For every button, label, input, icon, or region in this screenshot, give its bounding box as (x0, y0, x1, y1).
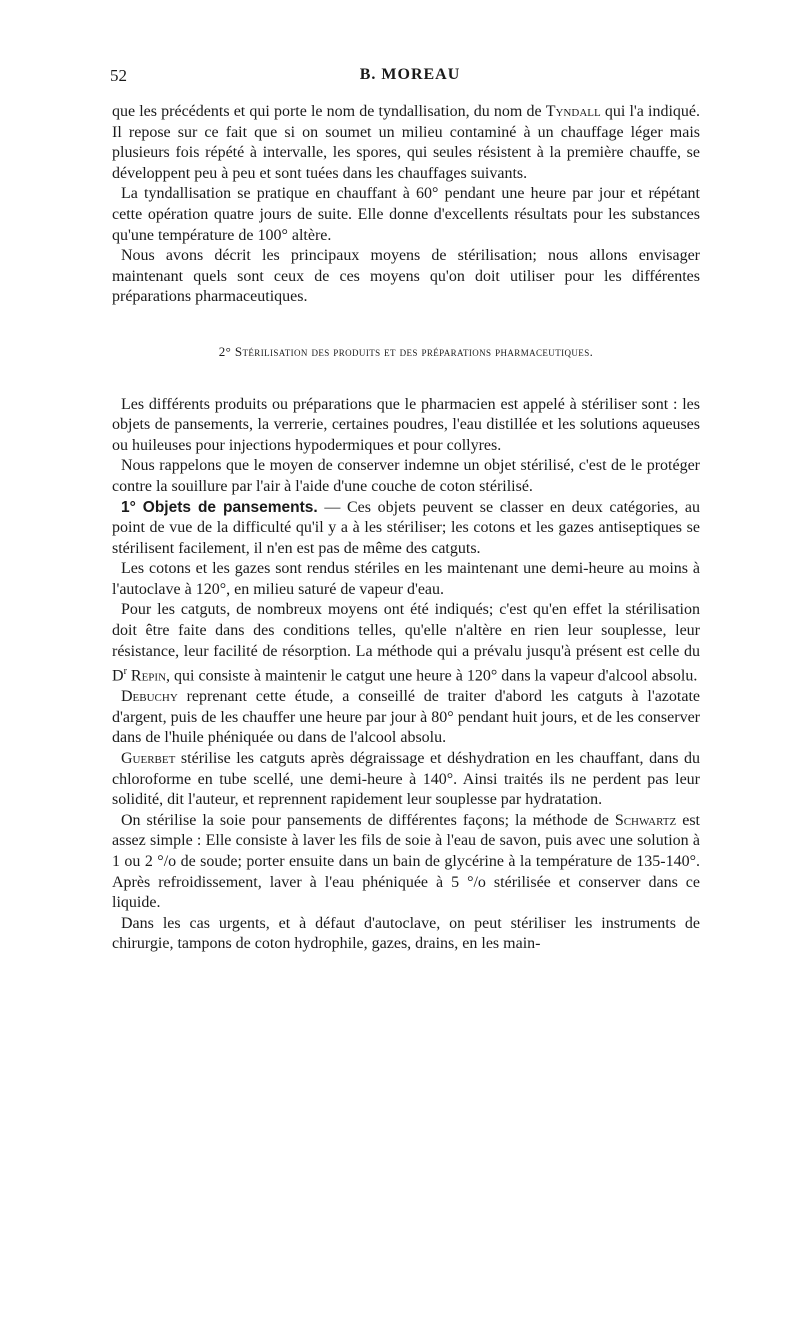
paragraph-products-list: Les différents produits ou préparations que le pharmacien est appelé à stériliser sont : les objets de pansements, la verrerie, certaines poudres, l'eau distillée et les solutions aqueuses ou huileuses pour injections hypodermiques et pour collyres. (112, 395, 700, 454)
section-heading: 2° Stérilisation des produits et des préparations pharmaceutiques. (218, 343, 594, 359)
author-name-debuchy: Debuchy (121, 688, 178, 706)
running-title: B. MOREAU (359, 66, 461, 83)
author-name-repin: Repin (130, 667, 167, 685)
paragraph-cotons-gazes: Les cotons et les gazes sont rendus stériles en les maintenant une demi-heure au moins à l'autoclave à 120°, en milieu saturé de vapeur d'eau. (112, 560, 700, 598)
author-name-schwartz: Schwartz (614, 811, 677, 829)
paragraph-debuchy: Debuchy reprenant cette étude, a conseillé de traiter d'abord les catguts à l'azotate d'argent, puis de les chauffer une heure par jour à 80° pendant huit jours, et de les conserver dans de l'huile phéniquée ou dans de l'alcool absolu. (112, 688, 700, 747)
paragraph-soie: On stérilise la soie pour pansements de différentes façons; la méthode de Schwartz est assez simple : Elle consiste à laver les fils de soie à l'eau de savon, puis avec une solution à 1 ou 2 °/o de soude; porter ensuite dans un bain de glycérine à la température de 135-140°. Après refroidissement, laver à l'eau phéniquée à 5 °/o stérilisée et conserver dans ce liquide. (112, 811, 700, 912)
paragraph-preservation: Nous rappelons que le moyen de conserver indemne un objet stérilisé, c'est de le protéger contre la souillure par l'air à l'aide d'une couche de coton stérilisé. (112, 457, 700, 495)
paragraph-tyndallisation-intro: que les précédents et qui porte le nom de tyndallisation, du nom de Tyndall qui l'a indiqué. Il repose sur ce fait que si on soumet un milieu contaminé à un chauffage léger mais plusieurs fois répété à intervalle, les spores, qui seules résistent à la première chauffe, se développent peu à peu et sont tuées dans les chauffages suivants. (112, 103, 701, 182)
paragraph-transition: Nous avons décrit les principaux moyens de stérilisation; nous allons envisager maintenant quels sont ceux de ces moyens qu'on doit utiliser pour les différentes préparations pharmaceutiques. (112, 247, 700, 306)
paragraph-guerbet: Guerbet stérilise les catguts après dégraissage et déshydration en les chauffant, dans du chloroforme en tube scellé, une demi-heure à 140°. Ainsi traités ils ne perdent pas leur solidité, dit l'auteur, et reprennent rapidement leur souplesse par hydratation. (112, 749, 700, 809)
running-head (110, 66, 710, 90)
paragraph-catguts: Pour les catguts, de nombreux moyens ont été indiqués; c'est qu'en effet la stérilisation doit être faite dans des conditions telles, qu'elle n'altère en rien leur souplesse, leur résistance, leur facilité de résorption. La méthode qui a prévalu jusqu'à présent est celle du $D^r$ Repin, qui consiste à maintenir le catgut une heure à 120° dans la vapeur d'alcool absolu. (112, 601, 700, 685)
body-text (112, 102, 700, 955)
page-number: 52 (110, 66, 127, 85)
paragraph-cas-urgents: Dans les cas urgents, et à défaut d'autoclave, on peut stériliser les instruments de chirurgie, tampons de coton hydrophile, gazes, drains, en les main- (112, 914, 700, 953)
author-name-guerbet: Guerbet (121, 749, 176, 767)
paragraph-pansements: 1° Objets de pansements. — Ces objets peuvent se classer en deux catégories, au point de vue de la difficulté qu'il y a à les stériliser; les cotons et les gazes antiseptiques se stérilisent facilement, il n'en est pas de même des catguts. (112, 498, 700, 557)
author-name-tyndall: Tyndall (545, 103, 601, 120)
paragraph-tyndallisation-practice: La tyndallisation se pratique en chauffant à 60° pendant une heure par jour et répétant cette opération quatre jours de suite. Elle donne d'excellents résultats pour les substances qu'une température de 100° altère. (112, 185, 700, 244)
subsection-heading: 1° Objets de pansements. (121, 498, 318, 516)
